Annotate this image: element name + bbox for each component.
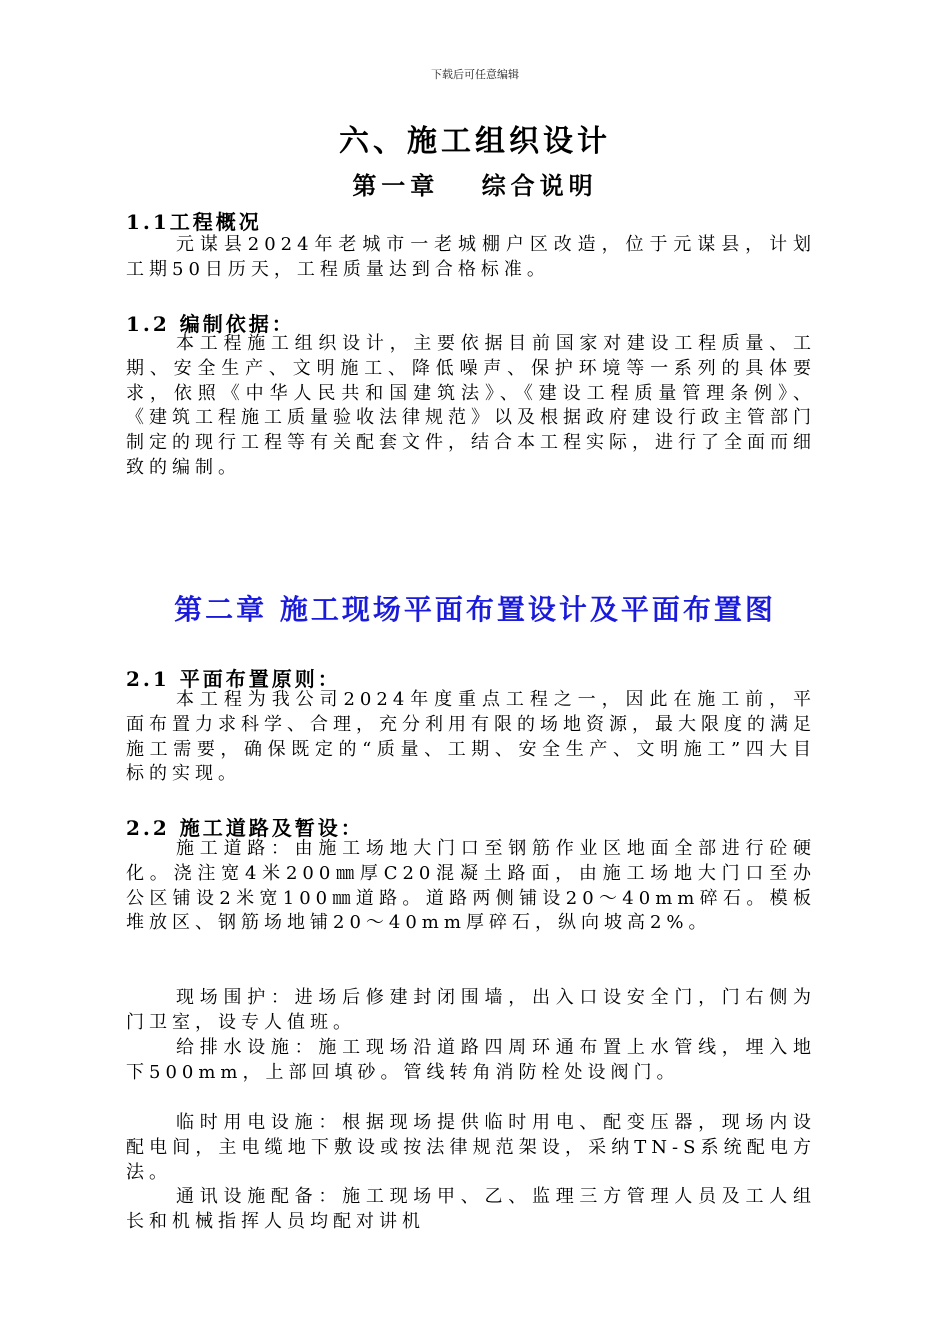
construction-road-paragraph: 施工道路：由施工场地大门口至钢筋作业区地面全部进行砼硬化。浇注宽4米200㎜厚C20混凝土路面，由施工场地大门口至办公区铺设2米宽100㎜道路。道路两侧铺设20～40mm碎石。模板堆放区、钢筋场地铺20～40mm厚碎石，纵向坡高2%。 (126, 838, 816, 934)
section-1-1-text: 元谋县2024年老城市一老城棚户区改造，位于元谋县，计划工期50日历天，工程质量达到合格标准。 (126, 234, 816, 280)
temporary-power-paragraph: 临时用电设施：根据现场提供临时用电、配变压器，现场内设配电间，主电缆地下敷设或按法律规范架设，采纳TN-S系统配电方法。 (126, 1112, 816, 1183)
site-enclosure-paragraph: 现场围护：进场后修建封闭围墙，出入口设安全门，门右侧为门卫室，设专人值班。 (126, 987, 816, 1033)
water-supply-paragraph: 给排水设施：施工现场沿道路四周环通布置上水管线，埋入地下500mm，上部回填砂。管线转角消防栓处设阀门。 (126, 1037, 816, 1083)
chapter-2-title: 第二章 施工现场平面布置设计及平面布置图 (174, 593, 776, 626)
communication-paragraph: 通讯设施配备：施工现场甲、乙、监理三方管理人员及工人组长和机械指挥人员均配对讲机 (126, 1186, 816, 1232)
page-header: 下载后可任意编辑 (431, 68, 519, 81)
section-1-1-heading: 1.1工程概况 (126, 210, 262, 234)
section-2-2-heading: 2.2 施工道路及暂设： (126, 816, 364, 840)
chapter-1-title: 第一章 综合说明 (352, 171, 598, 200)
section-1-2-heading: 1.2 编制依据： (126, 312, 295, 336)
section-2-1-text: 本工程为我公司2024年度重点工程之一，因此在施工前，平面布置力求科学、合理，充分利用有限的场地资源，最大限度的满足施工需要，确保既定的“质量、工期、安全生产、文明施工”四大目标的实现。 (126, 689, 816, 785)
section-1-2-text: 本工程施工组织设计，主要依据目前国家对建设工程质量、工期、安全生产、文明施工、降低噪声、保护环境等一系列的具体要求，依照《中华人民共和国建筑法》、《建设工程质量管理条例》、《建筑工程施工质量验收法律规范》以及根据政府建设行政主管部门制定的现行工程等有关配套文件，结合本工程实际，进行了全面而细致的编制。 (126, 333, 816, 478)
section-2-1-heading: 2.1 平面布置原则： (126, 667, 341, 691)
document-title: 六、施工组织设计 (339, 124, 611, 159)
